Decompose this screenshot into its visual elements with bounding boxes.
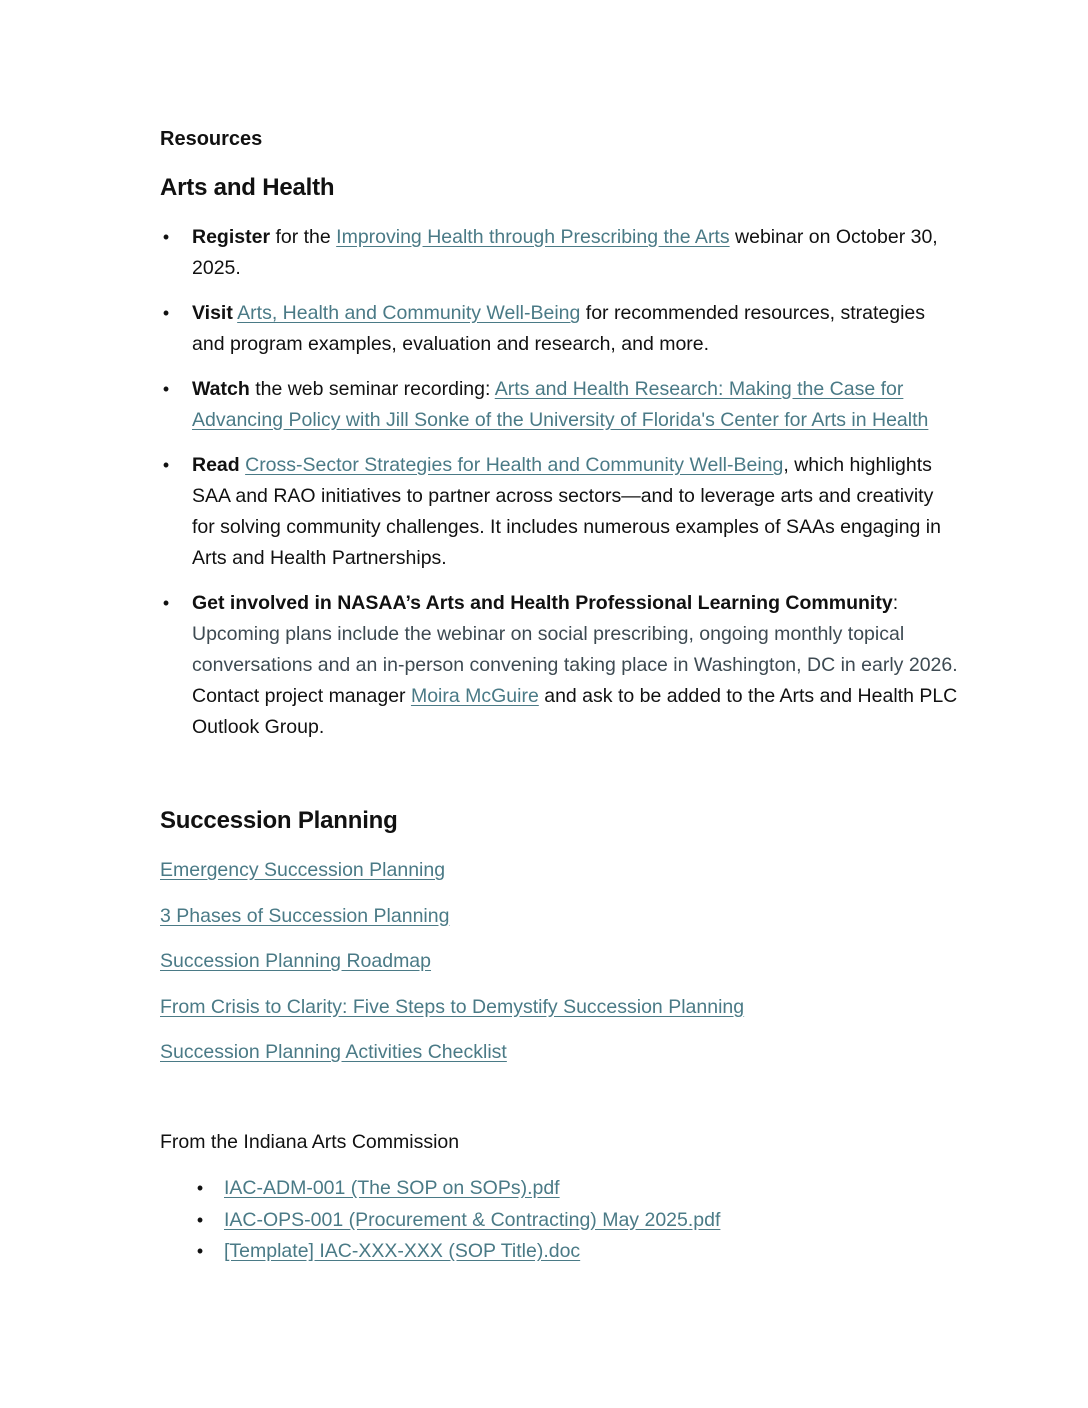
item-text: Contact project manager <box>192 685 411 707</box>
iac-file-list <box>192 1173 720 1268</box>
item-lead: Visit <box>192 302 233 324</box>
sop-template-link[interactable]: [Template] IAC-XXX-XXX (SOP Title).doc <box>224 1240 581 1262</box>
item-text: : <box>892 592 899 614</box>
list-item <box>160 992 744 1023</box>
item-text: webinar on October 30, 2025. <box>192 226 938 279</box>
cross-sector-link[interactable]: Cross-Sector Strategies for Health and Community Well-Being <box>245 454 784 476</box>
list-item <box>160 374 960 436</box>
item-text: and ask to be added to the Arts and Health PLC Outlook Group. <box>192 685 958 738</box>
bullet-icon: • <box>162 593 170 613</box>
list-item <box>160 855 744 886</box>
item-text: the web seminar recording: <box>249 378 495 400</box>
emergency-succession-link[interactable]: Emergency Succession Planning <box>160 859 446 881</box>
three-phases-link[interactable]: 3 Phases of Succession Planning <box>160 904 450 927</box>
list-item <box>192 1205 720 1237</box>
bullet-icon: • <box>162 303 170 323</box>
item-lead: Watch <box>192 378 250 400</box>
item-text: for the <box>270 226 337 248</box>
succession-heading: Succession Planning <box>160 807 398 834</box>
bullet-icon: • <box>196 1241 204 1261</box>
arts-health-heading: Arts and Health <box>160 174 335 201</box>
procurement-link[interactable]: IAC-OPS-001 (Procurement & Contracting) May 2025.pdf <box>224 1208 721 1231</box>
list-item <box>160 450 960 574</box>
list-item <box>160 946 744 977</box>
bullet-icon: • <box>162 379 170 399</box>
item-lead: Read <box>192 454 240 476</box>
list-item <box>192 1236 720 1268</box>
roadmap-link[interactable]: Succession Planning Roadmap <box>160 950 432 972</box>
bullet-icon: • <box>162 227 170 247</box>
prescribing-arts-link[interactable]: Improving Health through Prescribing the Arts <box>336 226 730 248</box>
bullet-icon: • <box>196 1209 204 1230</box>
arts-health-list <box>160 222 960 757</box>
succession-links <box>160 855 744 1083</box>
list-item <box>160 222 960 284</box>
iac-intro: From the Indiana Arts Commission <box>160 1131 460 1153</box>
crisis-to-clarity-link[interactable]: From Crisis to Clarity: Five Steps to Demystify Succession Planning <box>160 995 745 1018</box>
seminar-recording-link[interactable]: Arts and Health Research: Making the Case for Advancing Policy with Jill Sonke of the University of Florida's Center for Arts in Health <box>192 378 929 431</box>
item-text: for recommended resources, strategies and program examples, evaluation and research, and more. <box>192 302 926 355</box>
item-lead: Register <box>192 226 271 248</box>
list-item <box>160 901 744 932</box>
bullet-icon: • <box>162 455 170 475</box>
list-item <box>160 1037 744 1068</box>
list-item <box>192 1173 720 1205</box>
activities-checklist-link[interactable]: Succession Planning Activities Checklist <box>160 1041 507 1063</box>
item-lead: Get involved in NASAA’s Arts and Health Professional Learning Community <box>192 592 893 614</box>
list-item <box>160 588 960 743</box>
list-item <box>160 298 960 360</box>
item-text: , which highlights SAA and RAO initiatives to partner across sectors—and to leverage arts and creativity for solving community challenges. It includes numerous examples of SAAs engaging in Arts and Health Partnerships. <box>192 454 941 569</box>
resources-label: Resources <box>160 128 263 150</box>
upcoming-plans-text: Upcoming plans include the webinar on social prescribing, ongoing monthly topical conversations and an in-person convening taking place in Washington, DC in early 2026. <box>192 623 958 676</box>
moira-mcguire-link[interactable]: Moira McGuire <box>410 685 539 707</box>
bullet-icon: • <box>196 1178 204 1198</box>
sop-on-sops-link[interactable]: IAC-ADM-001 (The SOP on SOPs).pdf <box>224 1177 560 1199</box>
community-wellbeing-link[interactable]: Arts, Health and Community Well-Being <box>237 302 581 324</box>
